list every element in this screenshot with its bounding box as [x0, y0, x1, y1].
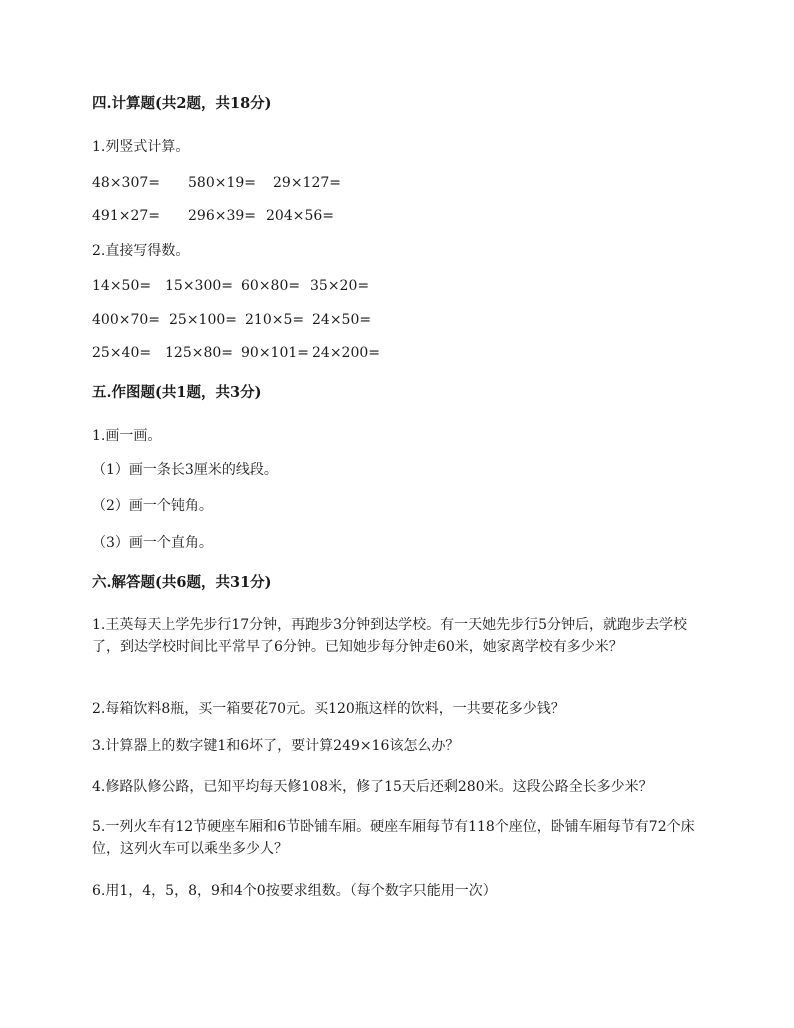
problem-cell: 125×80= — [165, 345, 233, 361]
section5-q1-item-3: （3）画一个直角。 — [92, 535, 213, 551]
problem-cell: 14×50= — [92, 278, 152, 294]
section4-heading: 四.计算题(共2题，共18分) — [92, 95, 272, 112]
problem-cell: 204×56= — [266, 208, 334, 224]
problem-cell: 15×300= — [165, 278, 233, 294]
section6-question-1: 1.王英每天上学先步行17分钟，再跑步3分钟到达学校。有一天她先步行5分钟后，就跑步去学校了，到达学校时间比平常早了6分钟。已知她步每分钟走60米，她家离学校有多少米？ — [92, 617, 687, 655]
section6-heading: 六.解答题(共6题，共31分) — [92, 574, 272, 591]
section5-q1-item-2: （2）画一个钝角。 — [92, 498, 213, 514]
problem-cell: 48×307= — [92, 175, 160, 191]
problem-cell: 210×5= — [245, 312, 305, 328]
section4-q1-title: 1.列竖式计算。 — [92, 139, 190, 155]
section5-q1-title: 1.画一画。 — [92, 428, 162, 444]
section4-q1-row-1 — [92, 172, 341, 194]
problem-cell: 90×101= — [241, 345, 309, 361]
section5-q1-item-1: （1）画一条长3厘米的线段。 — [92, 462, 278, 478]
problem-cell: 25×100= — [169, 312, 237, 328]
section6-question-4: 4.修路队修公路，已知平均每天修108米，修了15天后还剩280米。这段公路全长多少米？ — [92, 779, 653, 795]
problem-cell: 25×40= — [92, 345, 152, 361]
section4-q2-row-1 — [92, 275, 369, 297]
section4-q1-row-2 — [92, 205, 334, 227]
problem-cell: 580×19= — [188, 175, 256, 191]
section4-q2-row-3 — [92, 342, 380, 364]
problem-cell: 29×127= — [273, 175, 341, 191]
section4-q2-title: 2.直接写得数。 — [92, 243, 190, 259]
problem-cell: 491×27= — [92, 208, 160, 224]
section6-question-2: 2.每箱饮料8瓶，买一箱要花70元。买120瓶这样的饮料，一共要花多少钱？ — [92, 701, 565, 717]
problem-cell: 296×39= — [188, 208, 256, 224]
problem-cell: 35×20= — [310, 278, 370, 294]
section4-q2-row-2 — [92, 309, 371, 331]
section5-heading: 五.作图题(共1题，共3分) — [92, 384, 262, 401]
problem-cell: 24×50= — [312, 312, 372, 328]
problem-cell: 60×80= — [241, 278, 301, 294]
section6-question-6: 6.用1，4，5，8，9和4个0按要求组数。（每个数字只能用一次） — [92, 883, 497, 899]
section6-question-3: 3.计算器上的数字键1和6坏了，要计算249×16该怎么办？ — [92, 738, 460, 754]
problem-cell: 24×200= — [312, 345, 380, 361]
section6-question-5: 5.一列火车有12节硬座车厢和6节卧铺车厢。硬座车厢每节有118个座位，卧铺车厢每节有72个床位，这列火车可以乘坐多少人？ — [92, 819, 695, 857]
problem-cell: 400×70= — [92, 312, 160, 328]
